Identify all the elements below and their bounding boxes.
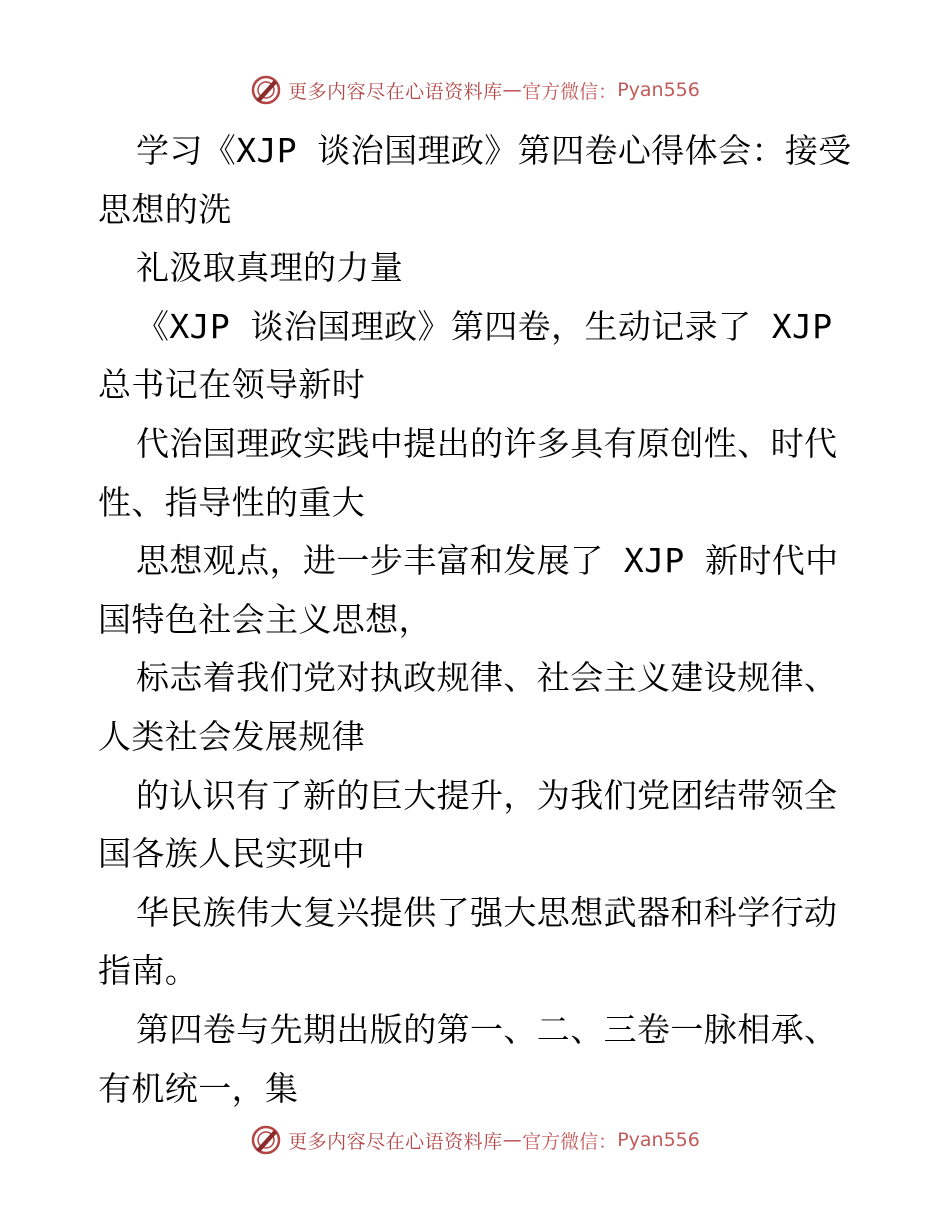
text-line: 指南。 <box>98 951 199 991</box>
quill-seal-icon <box>250 74 282 106</box>
text-line: 思想的洗 <box>98 189 232 229</box>
text-line: 华民族伟大复兴提供了强大思想武器和科学行动 <box>136 892 838 932</box>
text-line: 学习《XJP 谈治国理政》第四卷心得体会：接受 <box>136 131 852 170</box>
text-line: 的认识有了新的巨大提升，为我们党团结带领全 <box>136 775 838 815</box>
text-line: 人类社会发展规律 <box>98 716 366 756</box>
promo-dash: — <box>502 1129 523 1151</box>
promo-dash: — <box>502 79 523 101</box>
text-line: 礼汲取真理的力量 <box>136 248 404 288</box>
text-line: 《XJP 谈治国理政》第四卷，生动记录了 XJP <box>136 306 833 346</box>
promo-text: 更多内容尽在心语资料库 <box>288 1130 503 1153</box>
text-line: 性、指导性的重大 <box>98 482 366 522</box>
text-line: 总书记在领导新时 <box>98 365 366 405</box>
quill-seal-icon <box>250 1124 282 1156</box>
wechat-id: Pyan556 <box>617 1129 700 1151</box>
promo-text: 更多内容尽在心语资料库 <box>288 80 503 103</box>
wechat-id: Pyan556 <box>617 79 700 101</box>
text-line: 国特色社会主义思想， <box>98 599 432 639</box>
text-line: 有机统一，集 <box>98 1068 299 1108</box>
wechat-label: 官方微信： <box>522 80 618 103</box>
text-line: 标志着我们党对执政规律、社会主义建设规律、 <box>136 658 838 698</box>
text-line: 代治国理政实践中提出的许多具有原创性、时代 <box>136 423 838 463</box>
document-body <box>98 122 858 1118</box>
wechat-label: 官方微信： <box>522 1130 618 1153</box>
header-banner <box>0 72 950 108</box>
text-line: 第四卷与先期出版的第一、二、三卷一脉相承、 <box>136 1009 838 1049</box>
text-line: 国各族人民实现中 <box>98 834 366 874</box>
footer-banner <box>0 1122 950 1158</box>
text-line: 思想观点，进一步丰富和发展了 XJP 新时代中 <box>136 541 839 581</box>
